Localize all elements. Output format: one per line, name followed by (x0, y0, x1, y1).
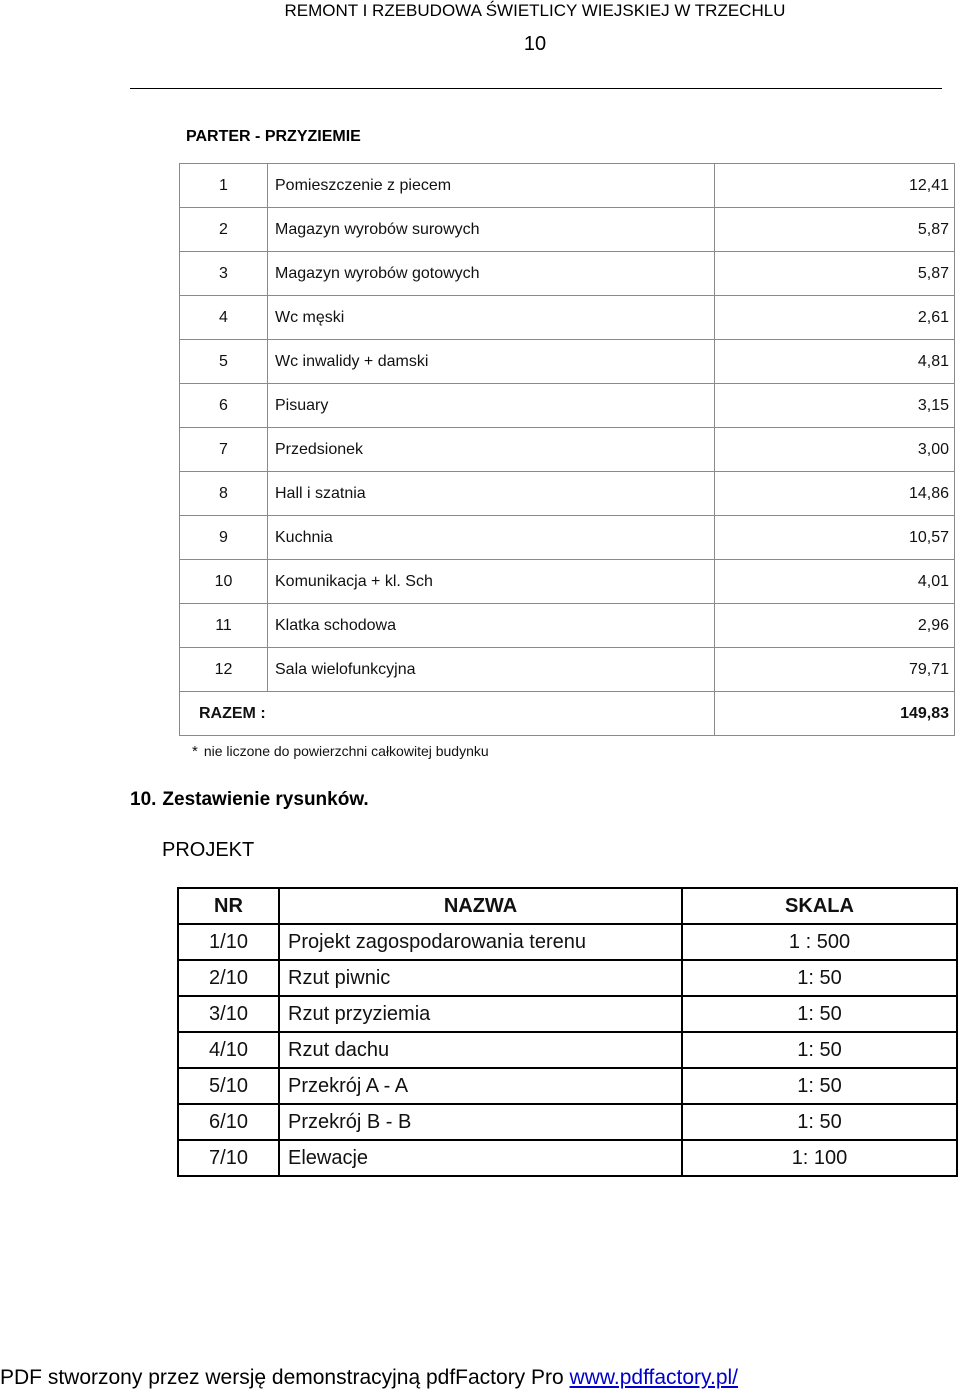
room-name: Magazyn wyrobów surowych (268, 208, 715, 252)
drawing-number: 6/10 (178, 1104, 279, 1140)
header-divider (130, 88, 942, 89)
room-area: 10,57 (715, 516, 955, 560)
column-header-nr: NR (178, 888, 279, 924)
heading-text: Zestawienie rysunków. (162, 789, 369, 810)
room-row (180, 384, 955, 428)
room-row (180, 296, 955, 340)
document-header-title: REMONT I RZEBUDOWA ŚWIETLICY WIEJSKIEJ W TRZECHLU (284, 1, 786, 20)
room-area: 4,01 (715, 560, 955, 604)
room-area: 5,87 (715, 252, 955, 296)
room-name: Wc inwalidy + damski (268, 340, 715, 384)
room-number: 6 (180, 384, 268, 428)
drawing-row (178, 1068, 957, 1104)
drawing-name: Przekrój A - A (279, 1068, 682, 1104)
room-number: 11 (180, 604, 268, 648)
room-area: 5,87 (715, 208, 955, 252)
room-area: 3,15 (715, 384, 955, 428)
room-name: Przedsionek (268, 428, 715, 472)
heading-number: 10. (130, 789, 157, 810)
drawing-number: 2/10 (178, 960, 279, 996)
room-row (180, 560, 955, 604)
column-header-skala: SKALA (682, 888, 957, 924)
room-row (180, 428, 955, 472)
room-number: 3 (180, 252, 268, 296)
room-name: Magazyn wyrobów gotowych (268, 252, 715, 296)
room-row (180, 472, 955, 516)
footer-link[interactable]: www.pdffactory.pl/ (569, 1366, 739, 1389)
rooms-table (179, 163, 955, 736)
drawing-name: Projekt zagospodarowania terenu (279, 924, 682, 960)
drawing-row (178, 1140, 957, 1176)
page-number: 10 (523, 33, 547, 55)
room-number: 5 (180, 340, 268, 384)
total-label: RAZEM : (180, 692, 715, 736)
drawings-header-row (178, 888, 957, 924)
room-name: Komunikacja + kl. Sch (268, 560, 715, 604)
drawing-number: 3/10 (178, 996, 279, 1032)
drawing-scale: 1: 50 (682, 960, 957, 996)
pdf-footer (0, 1364, 960, 1392)
drawing-scale: 1: 50 (682, 1104, 957, 1140)
room-row (180, 164, 955, 208)
room-row (180, 252, 955, 296)
room-number: 10 (180, 560, 268, 604)
drawing-name: Rzut przyziemia (279, 996, 682, 1032)
drawing-row (178, 960, 957, 996)
room-area: 2,61 (715, 296, 955, 340)
room-row (180, 340, 955, 384)
room-area: 2,96 (715, 604, 955, 648)
room-name: Hall i szatnia (268, 472, 715, 516)
room-row (180, 208, 955, 252)
drawing-scale: 1: 50 (682, 996, 957, 1032)
room-name: Klatka schodowa (268, 604, 715, 648)
drawing-name: Rzut dachu (279, 1032, 682, 1068)
drawing-name: Elewacje (279, 1140, 682, 1176)
room-area: 3,00 (715, 428, 955, 472)
room-number: 1 (180, 164, 268, 208)
room-number: 4 (180, 296, 268, 340)
room-area: 79,71 (715, 648, 955, 692)
total-row (180, 692, 955, 736)
drawing-scale: 1 : 500 (682, 924, 957, 960)
drawing-row (178, 996, 957, 1032)
footer-text: PDF stworzony przez wersję demonstracyjną pdfFactory Pro (0, 1366, 570, 1389)
drawings-subheading: PROJEKT (162, 839, 255, 861)
drawing-scale: 1: 100 (682, 1140, 957, 1176)
room-number: 7 (180, 428, 268, 472)
total-value: 149,83 (715, 692, 955, 736)
room-name: Kuchnia (268, 516, 715, 560)
room-number: 12 (180, 648, 268, 692)
room-row (180, 516, 955, 560)
drawing-number: 7/10 (178, 1140, 279, 1176)
drawings-heading (130, 788, 369, 812)
room-area: 12,41 (715, 164, 955, 208)
room-name: Wc męski (268, 296, 715, 340)
drawing-row (178, 1104, 957, 1140)
room-row (180, 604, 955, 648)
drawing-row (178, 924, 957, 960)
room-name: Pisuary (268, 384, 715, 428)
section-title: PARTER - PRZYZIEMIE (186, 128, 361, 145)
room-number: 8 (180, 472, 268, 516)
footnote-text: nie liczone do powierzchni całkowitej budynku (203, 743, 489, 759)
room-name: Pomieszczenie z piecem (268, 164, 715, 208)
drawing-row (178, 1032, 957, 1068)
footnote-mark: * (192, 743, 198, 760)
drawing-number: 5/10 (178, 1068, 279, 1104)
drawing-number: 1/10 (178, 924, 279, 960)
drawings-table (177, 887, 958, 1177)
room-number: 9 (180, 516, 268, 560)
room-number: 2 (180, 208, 268, 252)
room-row (180, 648, 955, 692)
drawing-name: Rzut piwnic (279, 960, 682, 996)
drawing-number: 4/10 (178, 1032, 279, 1068)
column-header-nazwa: NAZWA (279, 888, 682, 924)
room-area: 4,81 (715, 340, 955, 384)
drawing-name: Przekrój B - B (279, 1104, 682, 1140)
room-area: 14,86 (715, 472, 955, 516)
drawing-scale: 1: 50 (682, 1032, 957, 1068)
room-name: Sala wielofunkcyjna (268, 648, 715, 692)
footnote (192, 741, 489, 762)
drawing-scale: 1: 50 (682, 1068, 957, 1104)
